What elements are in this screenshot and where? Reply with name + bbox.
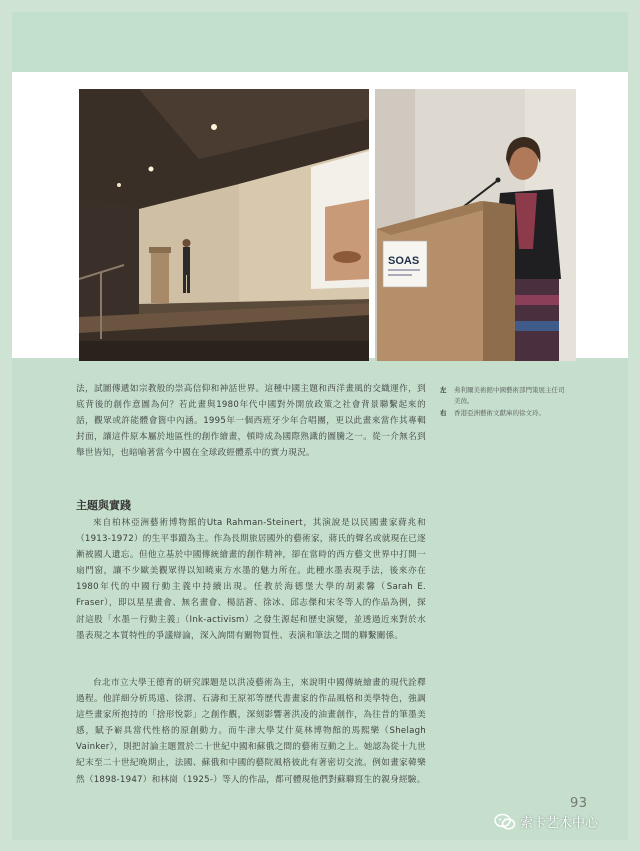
watermark bbox=[494, 812, 598, 831]
caption-left-text: 弗利爾美術館中國藝術部門策展主任司美茵。 bbox=[454, 386, 565, 405]
watermark-text: 索卡艺术中心 bbox=[520, 816, 599, 831]
caption-left bbox=[440, 385, 570, 406]
caption-right-key: 右 bbox=[440, 409, 447, 417]
page-number: 93 bbox=[570, 796, 588, 811]
caption-left-key: 左 bbox=[440, 386, 447, 394]
caption-right bbox=[440, 408, 570, 419]
wechat-icon bbox=[494, 813, 516, 831]
soas-sign-text: SOAS bbox=[388, 255, 420, 267]
caption-right-text: 香港亞洲藝術文獻庫的徐文玲。 bbox=[454, 409, 545, 417]
paragraph-3: 台北市立大學王德育的研究課題是以洪凌藝術為主，來說明中國傳統繪畫的現代詮釋過程。他詳細分析馬遠、徐渭、石濤和王原祁等歷代書畫家的作品風格和美學特色，強調這些畫家所抱持的「捨形悅影」之創作觀，深刻影響著洪凌的油畫創作，為往昔的筆墨美感，賦予嶄具當代性格的原創動力。而牛津大學艾什莫林博物館的馬熙樂（Shelagh Vainker），則把討論主題置於二十世紀中國和蘇俄之間的藝術互動之上。她認為從十九世紀末至二十世紀晚期止，法國、蘇俄和中國的藝院風格彼此有著密切交流。例如畫家韓樂然（1898-1947）和林崗（1925-）等人的作品，都可體現他們對蘇聯寫生的親身經驗。 bbox=[76, 678, 426, 785]
top-color-band bbox=[12, 12, 628, 72]
section-heading: 主題與實踐 bbox=[76, 499, 131, 512]
lecture-stage-photo bbox=[79, 89, 369, 361]
photo-strip bbox=[12, 72, 628, 358]
paragraph-2: 來自柏林亞洲藝術博物館的Uta Rahman-Steinert，其演說是以民國畫家蔣兆和（1913-1972）的生平事蹟為主。作為長期旅居國外的藝術家，蔣氏的聲名或就現在已逐漸被國人遺忘。但他立基於中國傳統繪畫的創作精神，卻在當時的西方藝文世界中打開一扇門窗，讓不少歐美觀眾得以知曉東方水墨的魅力所在。此種水墨表現手法，後來亦在1980年代的中國行動主義中持續出現。任教於海德堡大學的胡素馨（Sarah E. Fraser），即以星星畫會、無名畫會、楊詰蒼、徐冰、邱志傑和宋冬等人的作品為例，探討這股「水墨－行動主義」（Ink-activism）之發生源起和歷史演變，並透過近來對於水墨表現之本質特性的爭議辯論，深入詢問有關物質性、表演和筆法之間的聯繫關係。 bbox=[76, 518, 426, 641]
photo-captions bbox=[440, 385, 570, 421]
speaker-podium-photo bbox=[375, 89, 576, 361]
paragraph-1: 法，試圖傳遞如宗教般的崇高信仰和神話世界。這種中國主題和西洋畫風的交織運作，到底背後的創作意圖為何？若此畫與1980年代中國對外開放政策之社會背景聯繫起來的話，觀眾或許能體會箇中內涵。1995年一個西班牙少年合唱團，更以此畫來當作其專輯封面，讓這件原本屬於地區性的創作繪畫，頓時成為國際熟識的圖騰之一。從一介無名到舉世皆知，也暗喻著當今中國在全球政經體系中的實力現況。 bbox=[76, 384, 426, 459]
magazine-page bbox=[12, 12, 628, 840]
